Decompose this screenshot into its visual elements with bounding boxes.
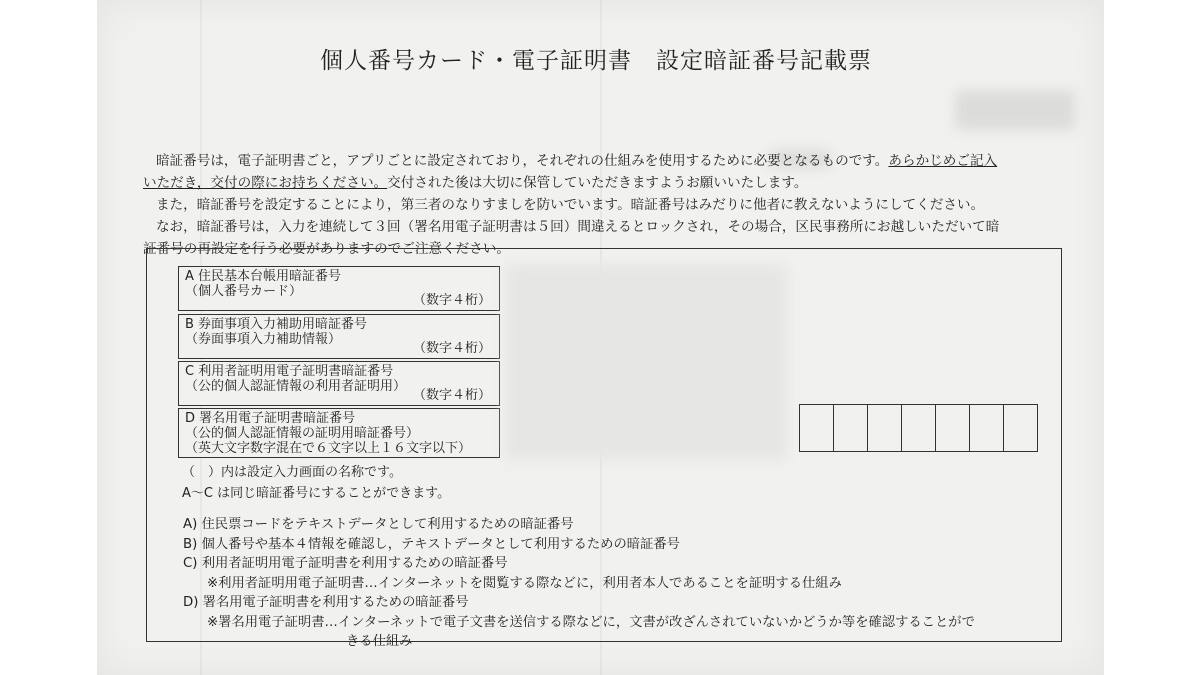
intro-line	[143, 194, 1083, 216]
pin-row-b	[178, 314, 500, 359]
intro-underlined-text: いただき，交付の際にお持ちください。	[143, 175, 388, 191]
pin-row-digits: （数字４桁）	[412, 388, 491, 403]
pin-box[interactable]	[799, 404, 834, 452]
pin-box[interactable]	[901, 404, 936, 452]
pin-row-sublabel: （個人番号カード）	[185, 284, 303, 299]
intro-text: また，暗証番号を設定することにより，第三者のなりすましを防いでいます。暗証番号はみだりに他者に教えないようにしてください。	[155, 197, 985, 213]
redacted-pin-values	[505, 264, 787, 460]
list-item-note: ※利用者証明用電子証明書…インターネットを閲覧する際などに，利用者本人であることを証明する仕組み	[207, 575, 842, 591]
pin-box[interactable]	[833, 404, 868, 452]
note-same-pin: A〜C は同じ暗証番号にすることができます。	[182, 486, 451, 501]
pin-boxes-d	[800, 404, 1038, 452]
pin-row-sublabel: （券面事項入力補助情報）	[185, 332, 342, 347]
list-item: D) 署名用電子証明書を利用するための暗証番号	[183, 595, 469, 610]
document-title: 個人番号カード・電子証明書 設定暗証番号記載票	[320, 48, 872, 74]
intro-line	[143, 172, 1083, 194]
list-item-note: きる仕組み	[346, 634, 413, 649]
list-item: A) 住民票コードをテキストデータとして利用するための暗証番号	[183, 517, 574, 532]
pin-row-a	[178, 266, 500, 311]
pin-row-sublabel: （公的個人認証情報の証明用暗証番号）	[185, 426, 420, 441]
list-item: C) 利用者証明用電子証明書を利用するための暗証番号	[183, 556, 508, 571]
pin-box[interactable]	[867, 404, 902, 452]
note-brackets: （ ）内は設定入力画面の名称です。	[182, 465, 402, 480]
pin-row-digits: （数字４桁）	[412, 293, 491, 308]
list-item-note: ※署名用電子証明書…インターネットで電子文書を送信する際などに，文書が改ざんされていないかどうか等を確認することがで	[207, 614, 975, 630]
redacted-area	[955, 90, 1075, 130]
pin-row-c	[178, 361, 500, 406]
intro-line	[143, 150, 1083, 172]
intro-text: 暗証番号は，電子証明書ごと，アプリごとに設定されており，それぞれの仕組みを使用するために必要となるものです。	[155, 153, 889, 169]
intro-underlined-text: あらかじめご記入	[888, 153, 998, 169]
pin-box[interactable]	[1003, 404, 1038, 452]
pin-row-label: A 住民基本台帳用暗証番号	[185, 269, 342, 284]
list-item: B) 個人番号や基本４情報を確認し，テキストデータとして利用するための暗証番号	[183, 536, 680, 552]
pin-row-label: C 利用者証明用電子証明書暗証番号	[185, 364, 394, 379]
pin-purpose-list	[183, 515, 1063, 652]
pin-row-label: B 券面事項入力補助用暗証番号	[185, 317, 368, 332]
pin-box[interactable]	[935, 404, 970, 452]
intro-text: 交付された後は大切に保管していただきますようお願いいたします。	[387, 175, 808, 191]
intro-text: 証番号の再設定を行う必要がありますのでご注意ください。	[143, 241, 511, 257]
pin-row-digits: （数字４桁）	[412, 341, 491, 356]
pin-box[interactable]	[969, 404, 1004, 452]
intro-line	[143, 216, 1083, 238]
pin-row-label: D 署名用電子証明書暗証番号	[185, 411, 356, 426]
intro-text: なお，暗証番号は，入力を連続して３回（署名用電子証明書は５回）間違えるとロックされ，その場合，区民事務所にお越しいただいて暗	[155, 219, 1000, 235]
pin-row-sublabel: （公的個人認証情報の利用者証明用）	[185, 379, 407, 394]
pin-row-d	[178, 408, 500, 458]
intro-paragraph	[143, 150, 1083, 260]
pin-row-requirement: （英大文字数字混在で６文字以上１６文字以下）	[185, 441, 472, 456]
